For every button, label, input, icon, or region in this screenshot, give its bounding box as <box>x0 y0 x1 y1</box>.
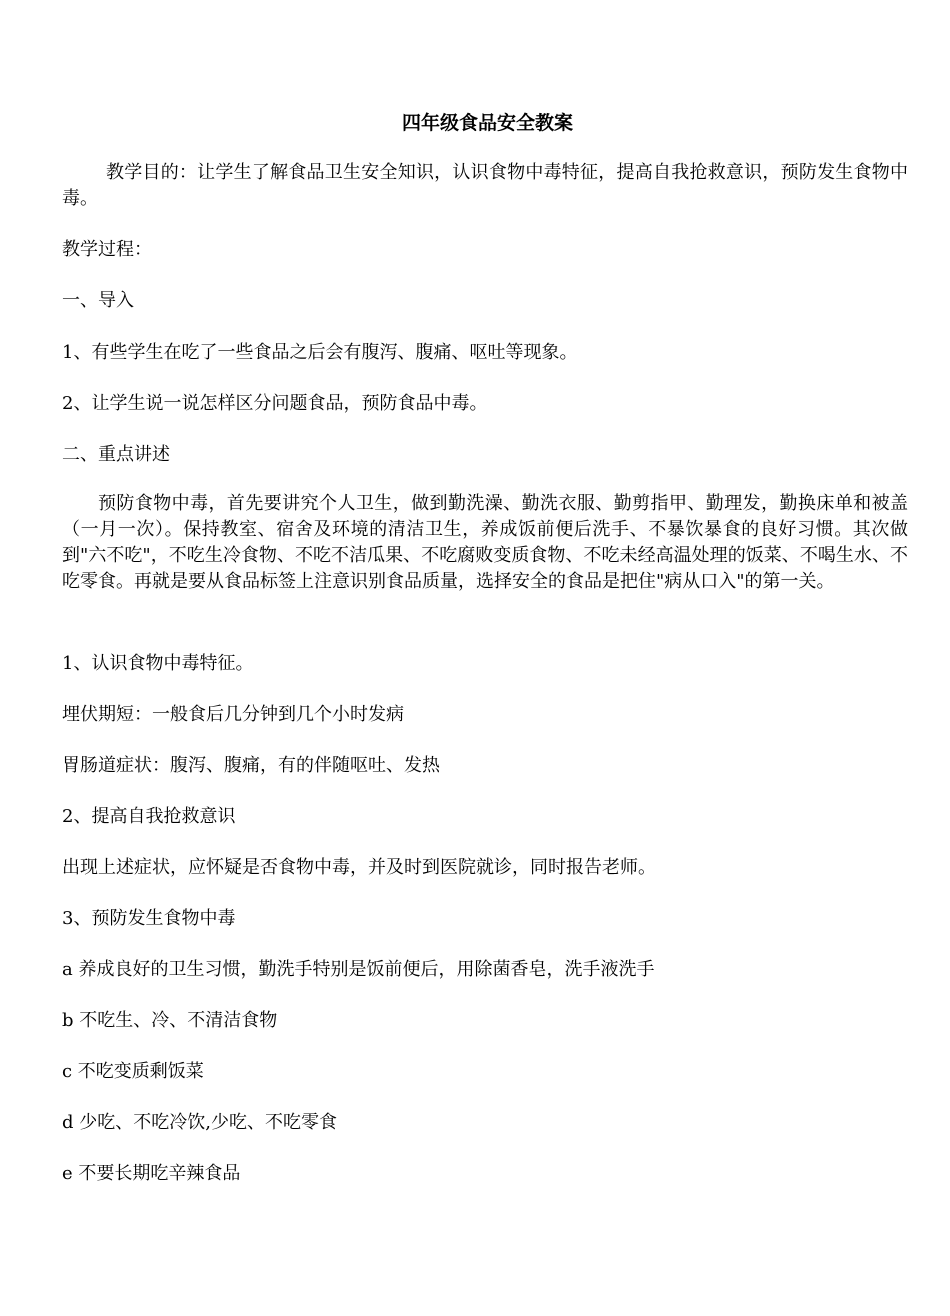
document-title: 四年级食品安全教案 <box>401 112 573 134</box>
point3-item-d: d 少吃、不吃冷饮,少吃、不吃零食 <box>62 1112 337 1133</box>
objective-paragraph: 教学目的：让学生了解食品卫生安全知识，认识食物中毒特征，提高自我抢救意识，预防发生食物中毒。 <box>62 162 908 209</box>
section2-paragraph: 预防食物中毒，首先要讲究个人卫生，做到勤洗澡、勤洗衣服、勤剪指甲、勤理发，勤换床单和被盖（一月一次）。保持教室、宿舍及环境的清洁卫生，养成饭前便后洗手、不暴饮暴食的良好习惯。其次做到"六不吃"，不吃生冷食物、不吃不洁瓜果、不吃腐败变质食物、不吃未经高温处理的饭菜、不喝生水、不吃零食。再就是要从食品标签上注意识别食品质量，选择安全的食品是把住"病从口入"的第一关。 <box>62 493 908 592</box>
point1-line-1: 埋伏期短：一般食后几分钟到几个小时发病 <box>62 704 404 725</box>
section1-item-2: 2、让学生说一说怎样区分问题食品，预防食品中毒。 <box>62 393 488 414</box>
point1-heading: 1、认识食物中毒特征。 <box>62 653 254 674</box>
point3-item-e: e 不要长期吃辛辣食品 <box>62 1163 241 1184</box>
point3-item-b: b 不吃生、冷、不清洁食物 <box>62 1010 278 1031</box>
point2-line-1: 出现上述症状，应怀疑是否食物中毒，并及时到医院就诊，同时报告老师。 <box>62 857 656 878</box>
point3-heading: 3、预防发生食物中毒 <box>62 908 236 929</box>
point1-line-2: 胃肠道症状：腹泻、腹痛，有的伴随呕吐、发热 <box>62 755 440 776</box>
section2-heading: 二、重点讲述 <box>62 444 170 465</box>
point2-heading: 2、提高自我抢救意识 <box>62 806 236 827</box>
point3-item-c: c 不吃变质剩饭菜 <box>62 1061 204 1082</box>
section1-heading: 一、导入 <box>62 290 134 311</box>
process-heading: 教学过程： <box>62 239 152 260</box>
point3-item-a: a 养成良好的卫生习惯，勤洗手特别是饭前便后，用除菌香皂，洗手液洗手 <box>62 959 655 980</box>
section1-item-1: 1、有些学生在吃了一些食品之后会有腹泻、腹痛、呕吐等现象。 <box>62 342 578 363</box>
